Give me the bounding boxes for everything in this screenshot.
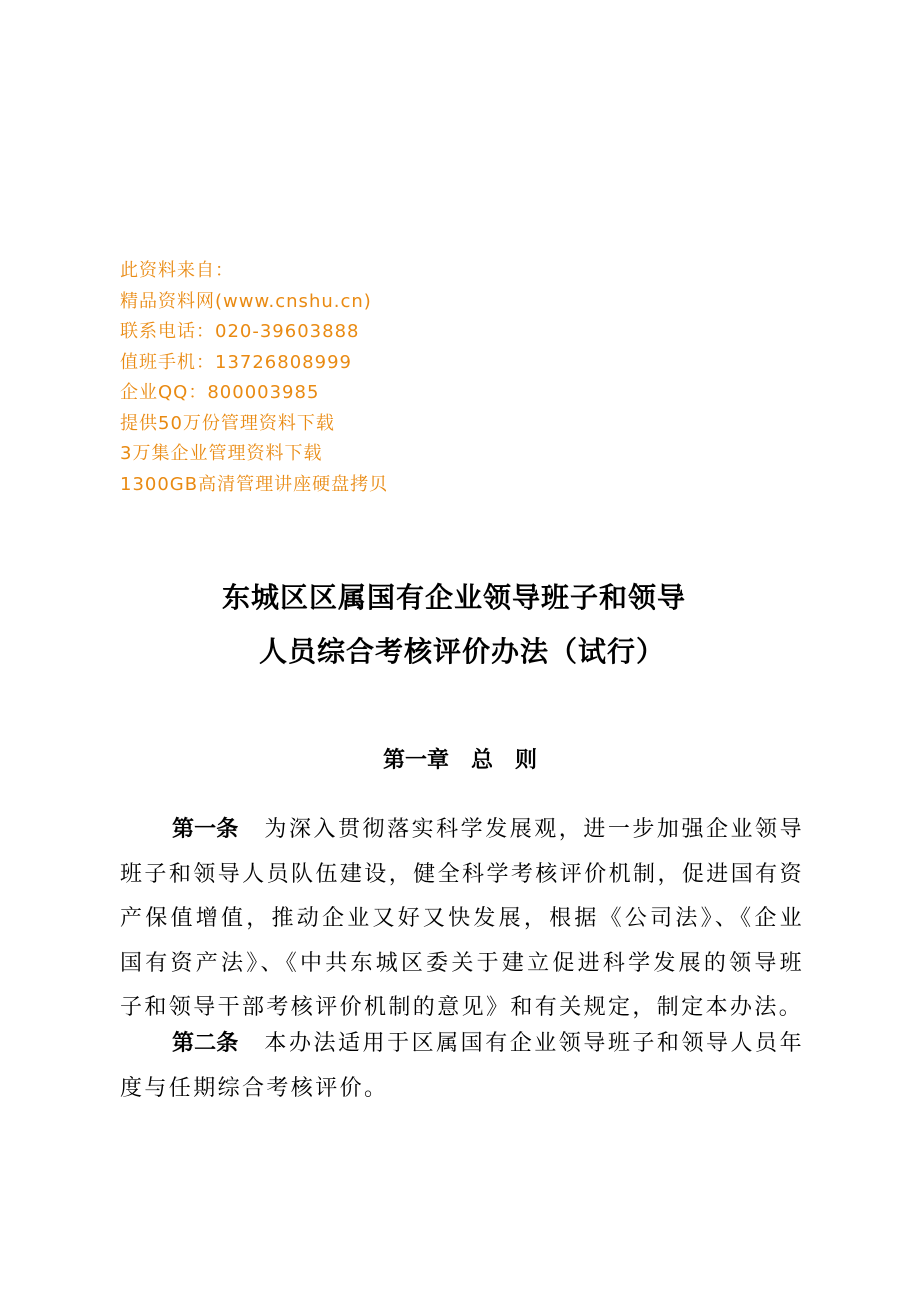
source-line-offer-3: 1300GB高清管理讲座硬盘拷贝 xyxy=(120,473,389,495)
article-2 xyxy=(120,1022,804,1111)
document-title-line-2: 人员综合考核评价办法（试行） xyxy=(258,635,665,668)
chapter-heading xyxy=(0,744,920,778)
article-2-text: 本办法适用于区属国有企业领导班子和领导人员年度与任期综合考核评价。 xyxy=(120,1031,804,1101)
article-1-label: 第一条 xyxy=(172,817,239,842)
source-line-mobile: 值班手机：13726808999 xyxy=(120,351,352,373)
source-line-qq: 企业QQ：800003985 xyxy=(120,382,320,403)
source-line-offer-2: 3万集企业管理资料下载 xyxy=(120,443,323,464)
source-info-block xyxy=(120,256,640,500)
article-1-text: 为深入贯彻落实科学发展观，进一步加强企业领导班子和领导人员队伍建设，健全科学考核评价机制，促进国有资产保值增值，推动企业又好又快发展，根据《公司法》、《企业国有资产法》、《中共东城区委关于建立促进科学发展的领导班子和领导干部考核评价机制的意见》和有关规定，制定本办法。 xyxy=(120,817,804,1020)
article-1 xyxy=(120,808,804,1031)
chapter-name-part-1: 总 xyxy=(470,748,493,773)
source-line-website: 精品资料网(www.cnshu.cn) xyxy=(120,290,372,312)
document-title-line-1: 东城区区属国有企业领导班子和领导 xyxy=(221,581,686,614)
source-line-offer-1: 提供50万份管理资料下载 xyxy=(120,412,335,434)
source-line-intro: 此资料来自： xyxy=(120,260,234,281)
article-2-label: 第二条 xyxy=(172,1031,239,1056)
source-line-phone: 联系电话：020-39603888 xyxy=(120,321,360,342)
chapter-name-part-2: 则 xyxy=(515,748,538,773)
chapter-number: 第一章 xyxy=(382,748,449,773)
